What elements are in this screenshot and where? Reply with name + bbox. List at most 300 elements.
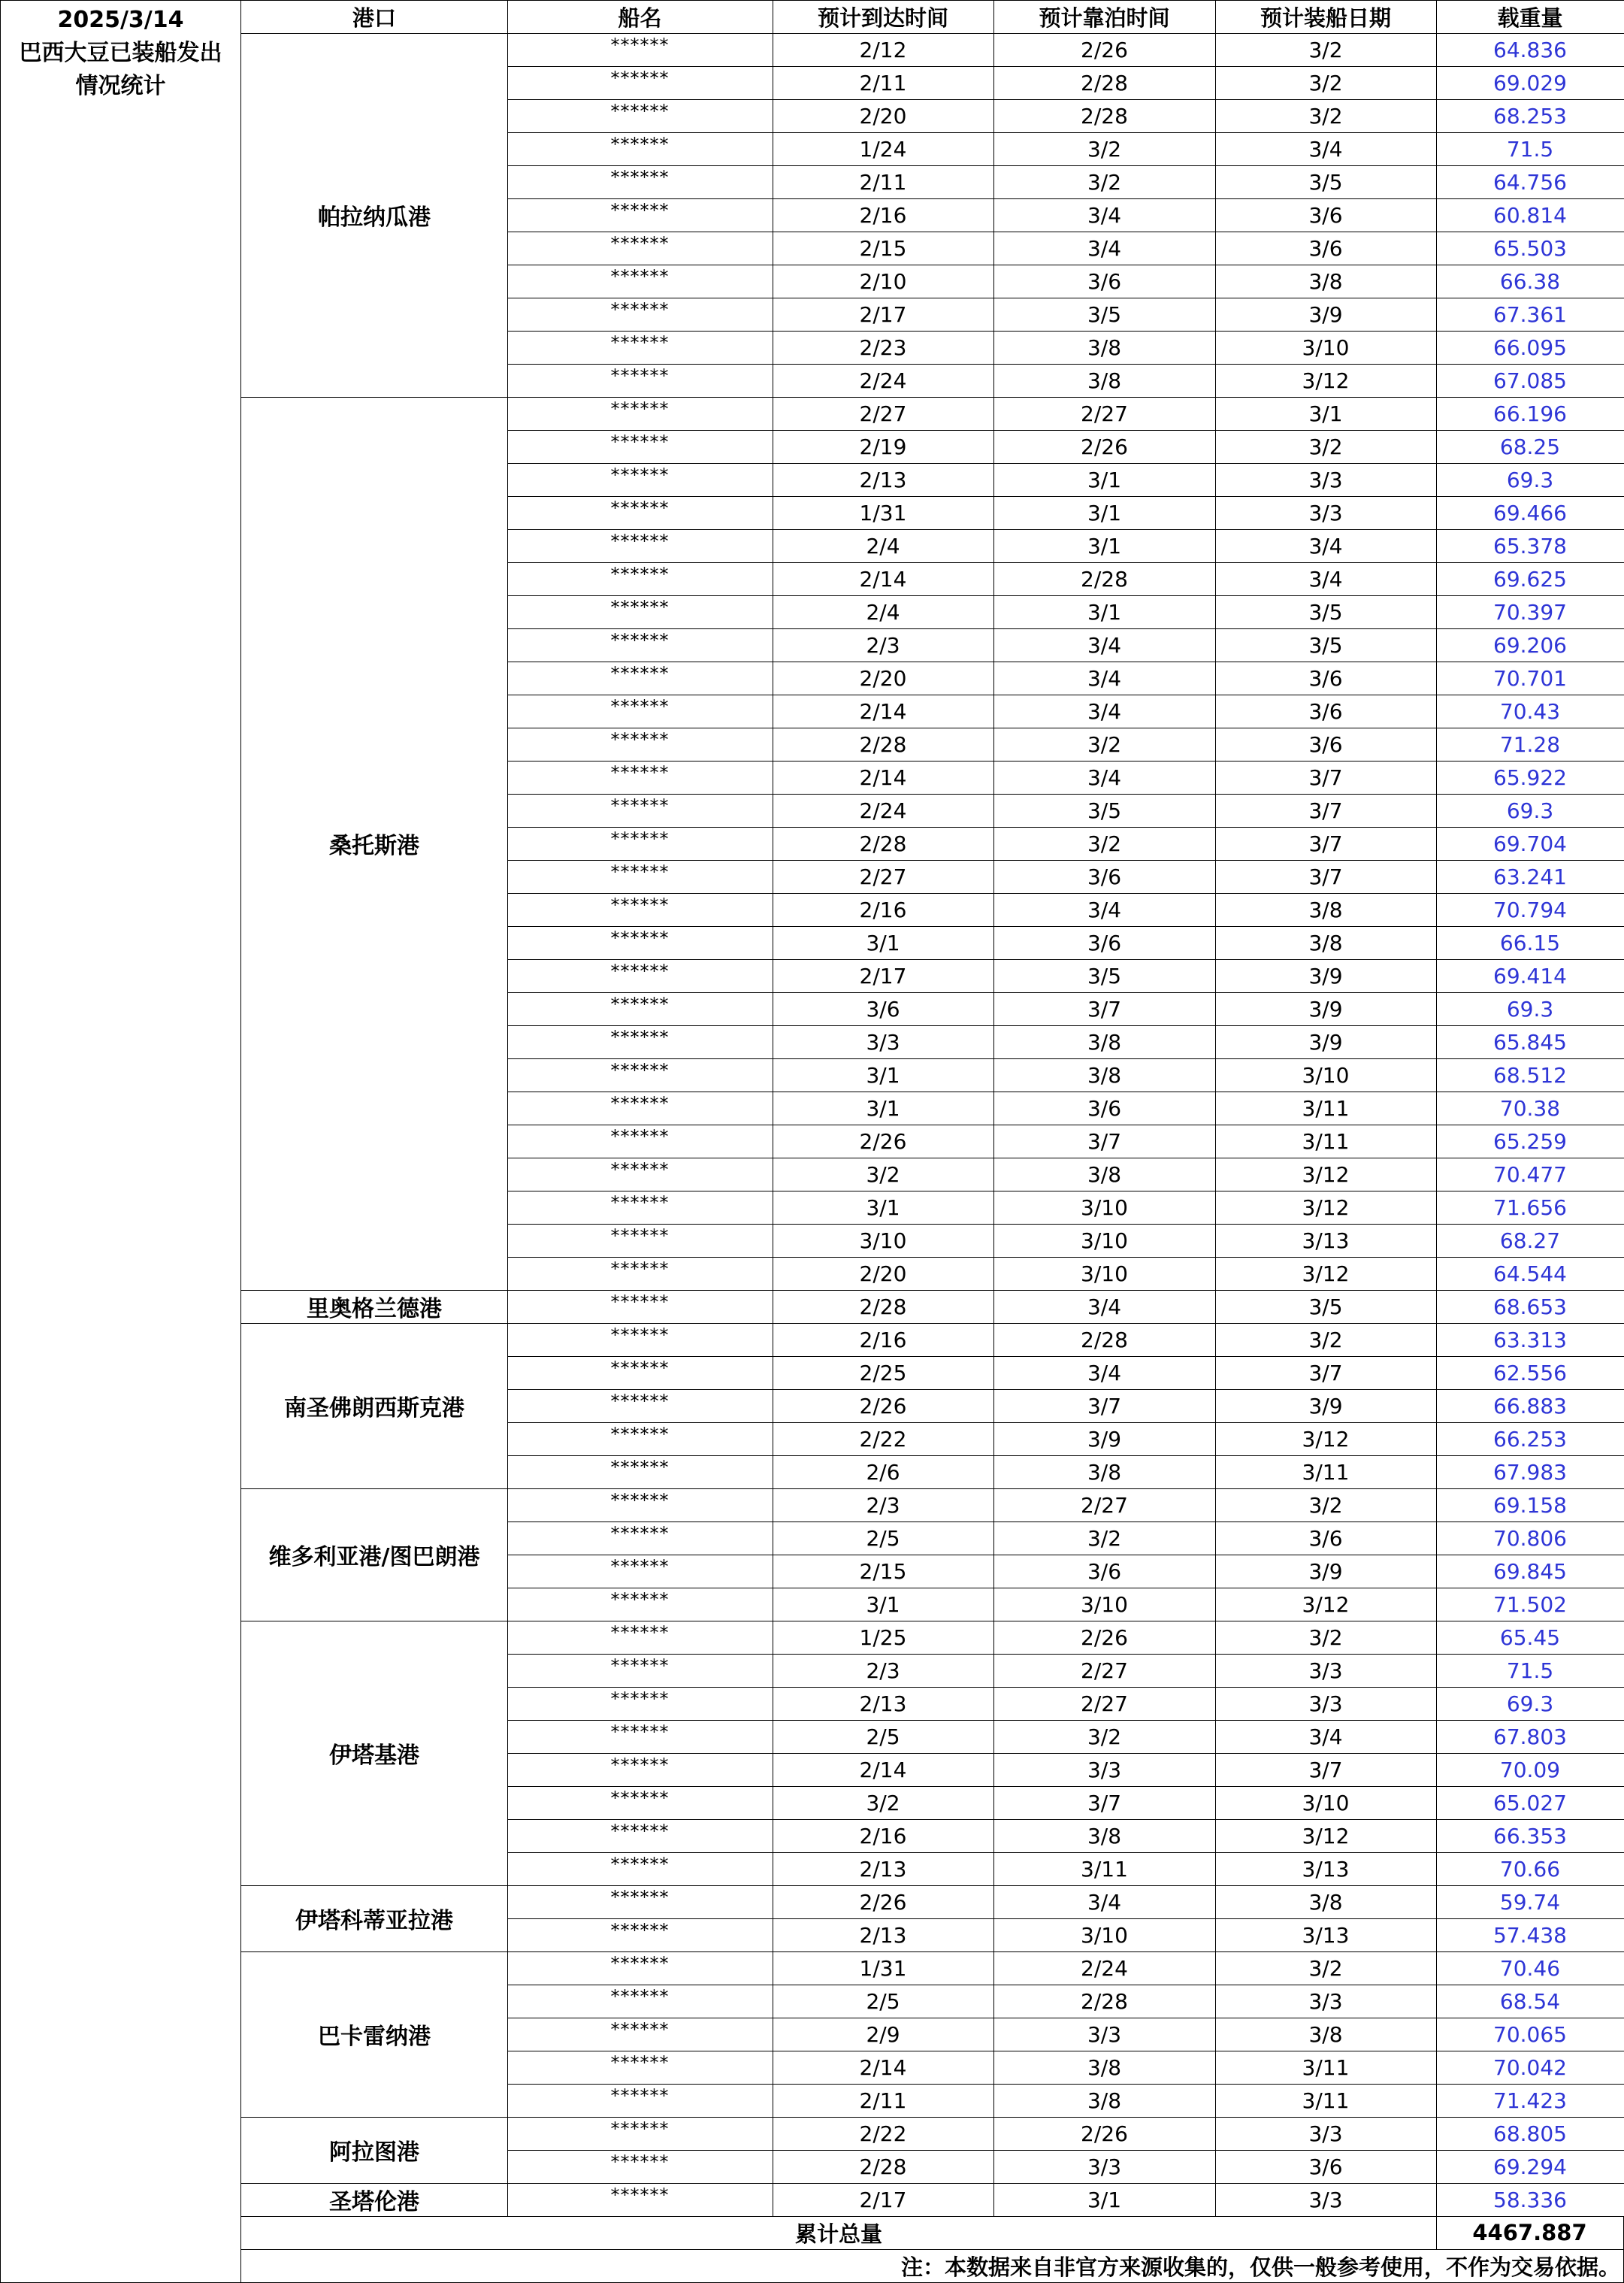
berth-time: 3/4 [993,1290,1216,1324]
load-weight: 70.43 [1436,695,1624,728]
load-weight: 70.065 [1436,2018,1624,2051]
loading-date: 3/6 [1215,1521,1437,1555]
berth-time: 3/10 [993,1257,1216,1291]
eta: 2/17 [773,298,994,332]
ship-name: ****** [507,99,773,133]
loading-date: 3/10 [1215,1058,1437,1092]
load-weight: 67.085 [1436,364,1624,398]
loading-date: 3/8 [1215,926,1437,960]
port-name: 帕拉纳瓜港 [240,33,508,398]
load-weight: 70.042 [1436,2051,1624,2085]
load-weight: 69.029 [1436,66,1624,100]
load-weight: 66.883 [1436,1389,1624,1423]
loading-date: 3/7 [1215,794,1437,828]
eta: 2/24 [773,794,994,828]
ship-name: ****** [507,893,773,927]
berth-time: 3/10 [993,1224,1216,1258]
ship-name: ****** [507,1158,773,1191]
loading-date: 3/2 [1215,99,1437,133]
eta: 2/11 [773,2084,994,2118]
berth-time: 3/7 [993,1389,1216,1423]
ship-name: ****** [507,959,773,993]
berth-time: 3/10 [993,1588,1216,1621]
load-weight: 68.25 [1436,430,1624,464]
loading-date: 3/10 [1215,1786,1437,1820]
eta: 2/15 [773,232,994,265]
loading-date: 3/13 [1215,1918,1437,1952]
eta: 3/1 [773,1588,994,1621]
ship-name: ****** [507,1488,773,1522]
ship-name: ****** [507,66,773,100]
loading-date: 3/7 [1215,1356,1437,1390]
berth-time: 3/11 [993,1852,1216,1886]
loading-date: 3/4 [1215,529,1437,563]
loading-date: 3/2 [1215,1951,1437,1985]
berth-time: 3/4 [993,1885,1216,1919]
ship-name: ****** [507,562,773,596]
ship-name: ****** [507,1422,773,1456]
load-weight: 65.378 [1436,529,1624,563]
eta: 2/14 [773,2051,994,2085]
loading-date: 3/5 [1215,1290,1437,1324]
eta: 2/24 [773,364,994,398]
ship-name: ****** [507,1356,773,1390]
eta: 1/25 [773,1621,994,1655]
load-weight: 65.45 [1436,1621,1624,1655]
port-name: 阿拉图港 [240,2117,508,2184]
ship-name: ****** [507,1918,773,1952]
berth-time: 3/3 [993,2018,1216,2051]
loading-date: 3/4 [1215,132,1437,166]
load-weight: 65.845 [1436,1025,1624,1059]
ship-name: ****** [507,1687,773,1721]
loading-date: 3/9 [1215,1025,1437,1059]
load-weight: 69.206 [1436,628,1624,662]
eta: 2/25 [773,1356,994,1390]
berth-time: 3/8 [993,364,1216,398]
ship-name: ****** [507,1985,773,2018]
loading-date: 3/12 [1215,1819,1437,1853]
load-weight: 60.814 [1436,198,1624,232]
eta: 2/28 [773,2150,994,2184]
berth-time: 3/8 [993,2051,1216,2085]
berth-time: 3/4 [993,1356,1216,1390]
total-value: 4467.887 [1436,2216,1624,2250]
load-weight: 68.54 [1436,1985,1624,2018]
load-weight: 69.3 [1436,992,1624,1026]
ship-name: ****** [507,2084,773,2118]
port-name: 维多利亚港/图巴朗港 [240,1488,508,1621]
load-weight: 70.46 [1436,1951,1624,1985]
ship-name: ****** [507,1025,773,1059]
ship-name: ****** [507,1951,773,1985]
eta: 2/13 [773,1687,994,1721]
berth-time: 2/26 [993,2117,1216,2151]
load-weight: 65.027 [1436,1786,1624,1820]
loading-date: 3/1 [1215,397,1437,431]
eta: 1/31 [773,496,994,530]
load-weight: 67.803 [1436,1720,1624,1754]
berth-time: 3/10 [993,1918,1216,1952]
ship-name: ****** [507,2150,773,2184]
loading-date: 3/3 [1215,1687,1437,1721]
loading-date: 3/9 [1215,298,1437,332]
load-weight: 65.259 [1436,1125,1624,1158]
load-weight: 71.656 [1436,1191,1624,1225]
eta: 2/26 [773,1389,994,1423]
ship-name: ****** [507,595,773,629]
berth-time: 2/28 [993,66,1216,100]
berth-time: 3/2 [993,1720,1216,1754]
loading-date: 3/6 [1215,695,1437,728]
load-weight: 66.253 [1436,1422,1624,1456]
load-weight: 63.241 [1436,860,1624,894]
berth-time: 3/1 [993,595,1216,629]
eta: 1/24 [773,132,994,166]
load-weight: 62.556 [1436,1356,1624,1390]
ship-name: ****** [507,2051,773,2085]
eta: 2/13 [773,463,994,497]
berth-time: 3/2 [993,132,1216,166]
loading-date: 3/8 [1215,265,1437,298]
loading-date: 3/13 [1215,1224,1437,1258]
ship-name: ****** [507,728,773,762]
loading-date: 3/9 [1215,1555,1437,1588]
berth-time: 2/26 [993,1621,1216,1655]
loading-date: 3/2 [1215,1323,1437,1357]
column-header: 载重量 [1436,0,1624,34]
berth-time: 3/1 [993,463,1216,497]
eta: 3/1 [773,1092,994,1125]
loading-date: 3/2 [1215,1488,1437,1522]
column-header: 预计靠泊时间 [993,0,1216,34]
eta: 2/6 [773,1455,994,1489]
ship-name: ****** [507,662,773,695]
report-title [0,0,241,2283]
berth-time: 3/3 [993,2150,1216,2184]
loading-date: 3/3 [1215,496,1437,530]
ship-name: ****** [507,1819,773,1853]
port-name: 伊塔基港 [240,1621,508,1886]
report-title-line2: 情况统计 [75,73,166,99]
loading-date: 3/6 [1215,662,1437,695]
eta: 2/11 [773,66,994,100]
eta: 2/22 [773,2117,994,2151]
berth-time: 3/4 [993,893,1216,927]
berth-time: 3/8 [993,1158,1216,1191]
load-weight: 71.5 [1436,132,1624,166]
eta: 2/20 [773,662,994,695]
eta: 3/10 [773,1224,994,1258]
eta: 2/4 [773,595,994,629]
ship-name: ****** [507,1257,773,1291]
eta: 3/1 [773,926,994,960]
load-weight: 68.653 [1436,1290,1624,1324]
ship-name: ****** [507,992,773,1026]
eta: 2/10 [773,265,994,298]
loading-date: 3/5 [1215,628,1437,662]
port-name: 圣塔伦港 [240,2183,508,2217]
berth-time: 3/2 [993,165,1216,199]
load-weight: 70.477 [1436,1158,1624,1191]
ship-name: ****** [507,2183,773,2217]
ship-name: ****** [507,1753,773,1787]
port-name: 巴卡雷纳港 [240,1951,508,2118]
berth-time: 3/8 [993,1455,1216,1489]
eta: 2/26 [773,1885,994,1919]
eta: 2/20 [773,99,994,133]
eta: 2/16 [773,1323,994,1357]
port-name: 南圣佛朗西斯克港 [240,1323,508,1489]
ship-name: ****** [507,397,773,431]
ship-name: ****** [507,1455,773,1489]
load-weight: 70.09 [1436,1753,1624,1787]
eta: 2/13 [773,1852,994,1886]
ship-name: ****** [507,1224,773,1258]
berth-time: 3/2 [993,728,1216,762]
column-header: 港口 [240,0,508,34]
eta: 2/14 [773,562,994,596]
loading-date: 3/4 [1215,1720,1437,1754]
eta: 2/3 [773,628,994,662]
load-weight: 71.28 [1436,728,1624,762]
load-weight: 69.704 [1436,827,1624,861]
loading-date: 3/12 [1215,1588,1437,1621]
load-weight: 70.806 [1436,1521,1624,1555]
ship-name: ****** [507,132,773,166]
ship-name: ****** [507,463,773,497]
ship-name: ****** [507,1786,773,1820]
eta: 2/28 [773,728,994,762]
port-name: 桑托斯港 [240,397,508,1291]
load-weight: 69.3 [1436,794,1624,828]
loading-date: 3/9 [1215,1389,1437,1423]
load-weight: 68.27 [1436,1224,1624,1258]
berth-time: 3/1 [993,2183,1216,2217]
loading-date: 3/8 [1215,1885,1437,1919]
ship-name: ****** [507,1125,773,1158]
loading-date: 3/12 [1215,1257,1437,1291]
loading-date: 3/5 [1215,165,1437,199]
berth-time: 3/6 [993,265,1216,298]
load-weight: 69.3 [1436,463,1624,497]
berth-time: 3/4 [993,761,1216,795]
eta: 2/4 [773,529,994,563]
loading-date: 3/11 [1215,2051,1437,2085]
eta: 2/17 [773,2183,994,2217]
eta: 3/6 [773,992,994,1026]
load-weight: 66.196 [1436,397,1624,431]
eta: 2/28 [773,1290,994,1324]
load-weight: 70.701 [1436,662,1624,695]
eta: 2/14 [773,1753,994,1787]
ship-name: ****** [507,794,773,828]
loading-date: 3/7 [1215,1753,1437,1787]
eta: 1/31 [773,1951,994,1985]
berth-time: 3/4 [993,232,1216,265]
loading-date: 3/6 [1215,728,1437,762]
berth-time: 3/2 [993,827,1216,861]
loading-date: 3/7 [1215,827,1437,861]
ship-name: ****** [507,331,773,365]
loading-date: 3/9 [1215,959,1437,993]
load-weight: 63.313 [1436,1323,1624,1357]
loading-date: 3/12 [1215,1191,1437,1225]
ship-name: ****** [507,628,773,662]
disclaimer-note: 注：本数据来自非官方来源收集的，仅供一般参考使用，不作为交易依据。 [240,2249,1624,2283]
berth-time: 3/9 [993,1422,1216,1456]
column-header: 预计装船日期 [1215,0,1437,34]
loading-date: 3/7 [1215,860,1437,894]
load-weight: 67.361 [1436,298,1624,332]
eta: 3/1 [773,1058,994,1092]
load-weight: 66.095 [1436,331,1624,365]
load-weight: 67.983 [1436,1455,1624,1489]
berth-time: 3/6 [993,860,1216,894]
load-weight: 71.423 [1436,2084,1624,2118]
ship-name: ****** [507,265,773,298]
eta: 2/17 [773,959,994,993]
load-weight: 66.353 [1436,1819,1624,1853]
eta: 2/14 [773,695,994,728]
berth-time: 3/6 [993,1092,1216,1125]
eta: 2/3 [773,1488,994,1522]
load-weight: 65.503 [1436,232,1624,265]
eta: 3/3 [773,1025,994,1059]
loading-date: 3/6 [1215,198,1437,232]
load-weight: 66.38 [1436,265,1624,298]
loading-date: 3/11 [1215,1455,1437,1489]
berth-time: 3/10 [993,1191,1216,1225]
ship-name: ****** [507,529,773,563]
loading-date: 3/3 [1215,463,1437,497]
eta: 2/13 [773,1918,994,1952]
ship-name: ****** [507,695,773,728]
eta: 2/14 [773,761,994,795]
load-weight: 64.544 [1436,1257,1624,1291]
load-weight: 64.836 [1436,33,1624,67]
load-weight: 64.756 [1436,165,1624,199]
load-weight: 68.512 [1436,1058,1624,1092]
column-header: 预计到达时间 [773,0,994,34]
berth-time: 3/7 [993,1125,1216,1158]
eta: 2/5 [773,1521,994,1555]
berth-time: 3/5 [993,959,1216,993]
berth-time: 2/27 [993,1654,1216,1688]
ship-name: ****** [507,1290,773,1324]
load-weight: 70.66 [1436,1852,1624,1886]
ship-name: ****** [507,1389,773,1423]
ship-name: ****** [507,1621,773,1655]
berth-time: 3/7 [993,992,1216,1026]
load-weight: 59.74 [1436,1885,1624,1919]
ship-name: ****** [507,496,773,530]
eta: 3/2 [773,1158,994,1191]
loading-date: 3/3 [1215,1985,1437,2018]
report-title-date: 2025/3/14 [57,7,184,33]
eta: 2/23 [773,331,994,365]
loading-date: 3/2 [1215,430,1437,464]
berth-time: 3/4 [993,628,1216,662]
loading-date: 3/3 [1215,2117,1437,2151]
load-weight: 70.397 [1436,595,1624,629]
eta: 2/5 [773,1720,994,1754]
berth-time: 3/8 [993,2084,1216,2118]
eta: 2/27 [773,860,994,894]
berth-time: 3/4 [993,662,1216,695]
eta: 2/5 [773,1985,994,2018]
load-weight: 69.3 [1436,1687,1624,1721]
berth-time: 2/26 [993,430,1216,464]
load-weight: 70.38 [1436,1092,1624,1125]
ship-name: ****** [507,33,773,67]
loading-date: 3/12 [1215,364,1437,398]
berth-time: 3/2 [993,1521,1216,1555]
load-weight: 69.414 [1436,959,1624,993]
load-weight: 66.15 [1436,926,1624,960]
eta: 2/27 [773,397,994,431]
berth-time: 2/24 [993,1951,1216,1985]
berth-time: 3/6 [993,926,1216,960]
berth-time: 2/28 [993,1323,1216,1357]
berth-time: 3/8 [993,1819,1216,1853]
eta: 2/3 [773,1654,994,1688]
ship-name: ****** [507,2117,773,2151]
load-weight: 69.845 [1436,1555,1624,1588]
load-weight: 57.438 [1436,1918,1624,1952]
loading-date: 3/12 [1215,1158,1437,1191]
eta: 3/2 [773,1786,994,1820]
loading-date: 3/4 [1215,562,1437,596]
eta: 2/22 [773,1422,994,1456]
load-weight: 69.466 [1436,496,1624,530]
berth-time: 3/6 [993,1555,1216,1588]
ship-name: ****** [507,827,773,861]
berth-time: 3/3 [993,1753,1216,1787]
ship-name: ****** [507,430,773,464]
loading-date: 3/6 [1215,232,1437,265]
ship-name: ****** [507,761,773,795]
ship-name: ****** [507,364,773,398]
load-weight: 70.794 [1436,893,1624,927]
eta: 2/9 [773,2018,994,2051]
load-weight: 58.336 [1436,2183,1624,2217]
loading-date: 3/5 [1215,595,1437,629]
ship-name: ****** [507,1885,773,1919]
loading-date: 3/13 [1215,1852,1437,1886]
berth-time: 2/28 [993,99,1216,133]
load-weight: 71.502 [1436,1588,1624,1621]
berth-time: 3/1 [993,496,1216,530]
berth-time: 3/8 [993,1025,1216,1059]
berth-time: 3/4 [993,695,1216,728]
eta: 2/16 [773,893,994,927]
load-weight: 71.5 [1436,1654,1624,1688]
loading-date: 3/2 [1215,33,1437,67]
ship-name: ****** [507,198,773,232]
berth-time: 2/28 [993,562,1216,596]
berth-time: 3/5 [993,794,1216,828]
berth-time: 2/26 [993,33,1216,67]
berth-time: 2/27 [993,1488,1216,1522]
eta: 2/20 [773,1257,994,1291]
berth-time: 3/8 [993,331,1216,365]
loading-date: 3/11 [1215,1125,1437,1158]
loading-date: 3/12 [1215,1422,1437,1456]
eta: 2/16 [773,198,994,232]
ship-name: ****** [507,1720,773,1754]
loading-date: 3/2 [1215,66,1437,100]
